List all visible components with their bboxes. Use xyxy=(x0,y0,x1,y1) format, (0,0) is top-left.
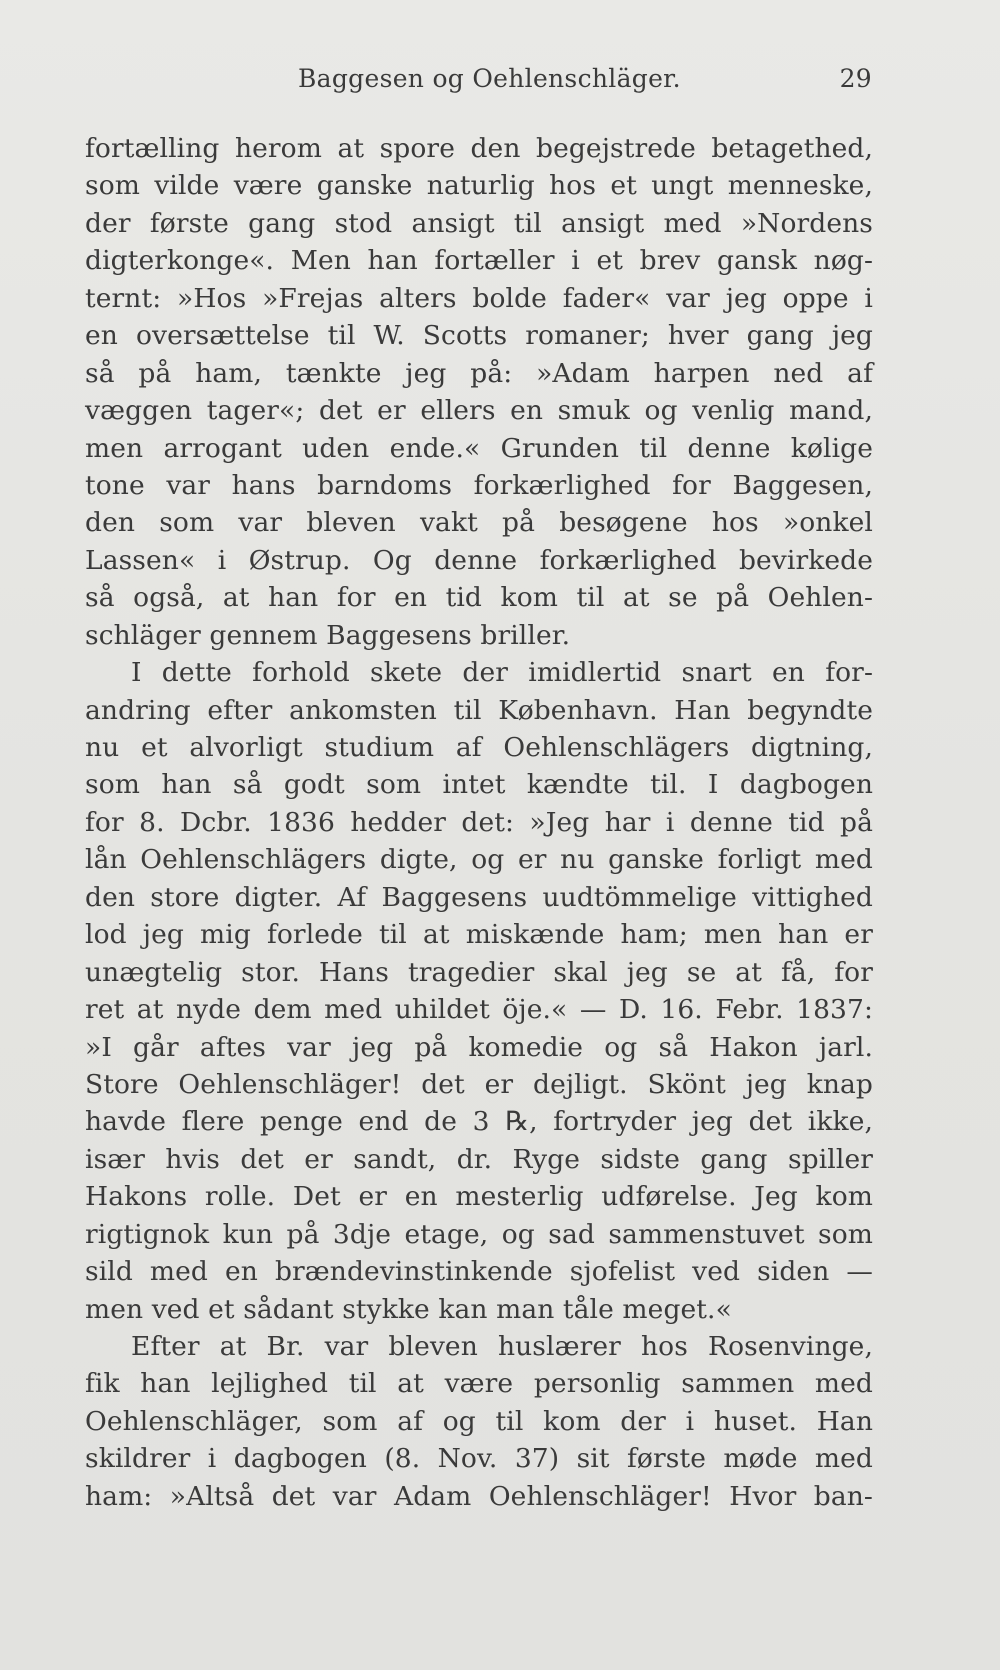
text-line: som vilde være ganske naturlig hos et ungt menneske, xyxy=(85,170,873,202)
running-head xyxy=(85,64,872,104)
text-line: men ved et sådant stykke kan man tåle meget.« xyxy=(85,1293,732,1325)
text-line: unægtelig stor. Hans tragedier skal jeg se at få, for xyxy=(85,956,873,988)
text-line: »I går aftes var jeg på komedie og så Hakon jarl. xyxy=(85,1031,873,1063)
text-line: schläger gennem Baggesens briller. xyxy=(85,619,571,651)
text-line: lån Oehlenschlägers digte, og er nu ganske forligt med xyxy=(85,844,873,876)
text-line: lod jeg mig forlede til at miskænde ham; men han er xyxy=(85,919,873,951)
running-title: Baggesen og Oehlenschläger. xyxy=(298,64,681,93)
text-line: ternt: »Hos »Frejas alters bolde fader« var jeg oppe i xyxy=(85,282,873,314)
text-line: men arrogant uden ende.« Grunden til denne kølige xyxy=(85,432,873,464)
text-line: andring efter ankomsten til København. Han begyndte xyxy=(85,694,873,726)
page-number: 29 xyxy=(839,64,872,93)
text-line: der første gang stod ansigt til ansigt med »Nordens xyxy=(85,207,873,239)
text-line: som han så godt som intet kændte til. I dagbogen xyxy=(85,769,873,801)
text-line: tone var hans barndoms forkærlighed for Baggesen, xyxy=(85,469,873,501)
text-line: Store Oehlenschläger! det er dejligt. Skönt jeg knap xyxy=(85,1068,873,1100)
text-line: den store digter. Af Baggesens uudtömmelige vittighed xyxy=(85,881,873,913)
text-line: fik han lejlighed til at være personlig sammen med xyxy=(85,1368,873,1400)
text-line: Oehlenschläger, som af og til kom der i huset. Han xyxy=(85,1405,873,1437)
text-line: en oversættelse til W. Scotts romaner; hver gang jeg xyxy=(85,320,873,352)
text-line: Hakons rolle. Det er en mesterlig udførelse. Jeg kom xyxy=(85,1181,873,1213)
text-line: digterkonge«. Men han fortæller i et brev gansk nøg- xyxy=(85,245,873,277)
text-line: havde flere penge end de 3 ℞, fortryder jeg det ikke, xyxy=(85,1106,873,1138)
text-line: for 8. Dcbr. 1836 hedder det: »Jeg har i denne tid på xyxy=(85,806,873,838)
text-line: I dette forhold skete der imidlertid snart en for- xyxy=(131,657,873,689)
text-line: væggen tager«; det er ellers en smuk og venlig mand, xyxy=(85,395,873,427)
body-text xyxy=(85,130,873,1515)
text-line: Lassen« i Østrup. Og denne forkærlighed bevirkede xyxy=(85,544,873,576)
text-line: især hvis det er sandt, dr. Ryge sidste gang spiller xyxy=(85,1143,873,1175)
text-line: så også, at han for en tid kom til at se på Oehlen- xyxy=(85,582,873,614)
text-line: skildrer i dagbogen (8. Nov. 37) sit første møde med xyxy=(85,1443,873,1475)
text-line: fortælling herom at spore den begejstrede betagethed, xyxy=(85,133,873,164)
text-line: ret at nyde dem med uhildet öje.« — D. 16. Febr. 1837: xyxy=(85,994,873,1026)
text-line: ham: »Altså det var Adam Oehlenschläger! Hvor ban- xyxy=(85,1480,873,1512)
text-line: rigtignok kun på 3dje etage, og sad sammenstuvet som xyxy=(85,1218,873,1250)
text-line: Efter at Br. var bleven huslærer hos Rosenvinge, xyxy=(131,1331,873,1362)
text-line: den som var bleven vakt på besøgene hos »onkel xyxy=(85,507,873,539)
text-line: så på ham, tænkte jeg på: »Adam harpen ned af xyxy=(85,357,873,389)
text-line: nu et alvorligt studium af Oehlenschlägers digtning, xyxy=(85,732,873,763)
text-line: sild med en brændevinstinkende sjofelist ved siden — xyxy=(85,1256,873,1288)
